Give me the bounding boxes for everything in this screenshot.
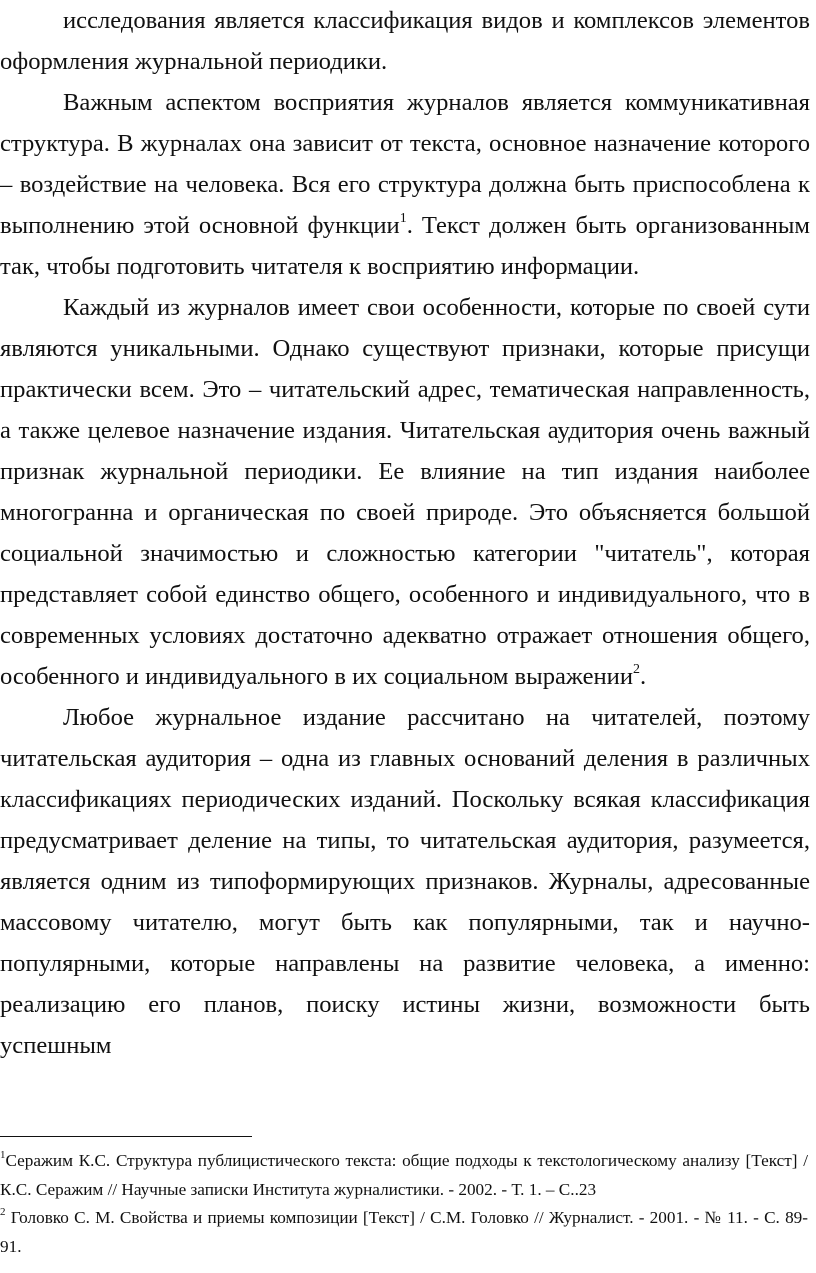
footnote-separator [0,1136,252,1137]
paragraph-text: оформления журнальной периодики. [0,48,388,75]
paragraph-text: Каждый из журналов имеет свои особенности, которые по своей сути являются уникальными. Однако существуют признаки, которые присущи практически всем. Это – читательский адрес, тематическая направленность, а также целевое назначение издания. Читательская аудитория очень важный признак журнальной периодики. Ее влияние на тип издания наиболее многогранна и органическая по своей природе. Это объясняется большой социальной значимостью и сложностью категории "читатель", которая представляет собой единство общего, особенного и индивидуального, что в современных условиях достаточно адекватно отражает отношения общего, особенного и индивидуального в их социальном выражении [0,294,810,690]
footnote-2 [0,1204,808,1261]
footnote-mark: 2 [0,1206,6,1219]
paragraph-text: . Текст должен быть организованным так, чтобы подготовить читателя к восприятию информации. [0,212,810,280]
footnote-mark: 1 [0,1149,6,1162]
paragraph-continued-line1 [0,0,810,41]
paragraph-text: . [639,663,647,690]
footnote-1 [0,1147,808,1204]
paragraph-communicative-structure [0,82,810,287]
footnote-text: Головко С. М. Свойства и приемы композиции [Текст] / С.М. Головко // Журналист. - 2001. - № 11. - С. 89-91. [0,1208,808,1256]
paragraph-reader-audience [0,287,810,697]
paragraph-continued-line2 [0,41,810,82]
footnote-text: Серажим К.С. Структура публицистического текста: общие подходы к текстологическому анализу [Текст] / К.С. Серажим // Научные записки Института журналистики. - 2002. - Т. 1. – С..23 [0,1151,808,1199]
footnotes [0,1147,808,1261]
paragraph-text: исследования является классификация видов и комплексов элементов [63,7,810,34]
paragraph-classification [0,697,810,1066]
footnote-ref-1[interactable]: 1 [399,210,407,226]
paragraph-text: Важным аспектом восприятия журналов является коммуникативная структура. В журналах она зависит от текста, основное назначение которого – воздействие на человека. Вся его структура должна быть приспособлена к выполнению этой основной функции [0,89,810,239]
paragraph-text: Любое журнальное издание рассчитано на читателей, поэтому читательская аудитория – одна из главных оснований деления в различных классификациях периодических изданий. Поскольку всякая классификация предусматривает деление на типы, то читательская аудитория, разумеется, является одним из типоформирующих признаков. Журналы, адресованные массовому читателю, могут быть как популярными, так и научно-популярными, которые направлены на развитие человека, а именно: реализацию его планов, поиску истины жизни, возможности быть успешным [0,704,810,1059]
footnote-ref-2[interactable]: 2 [632,661,640,677]
